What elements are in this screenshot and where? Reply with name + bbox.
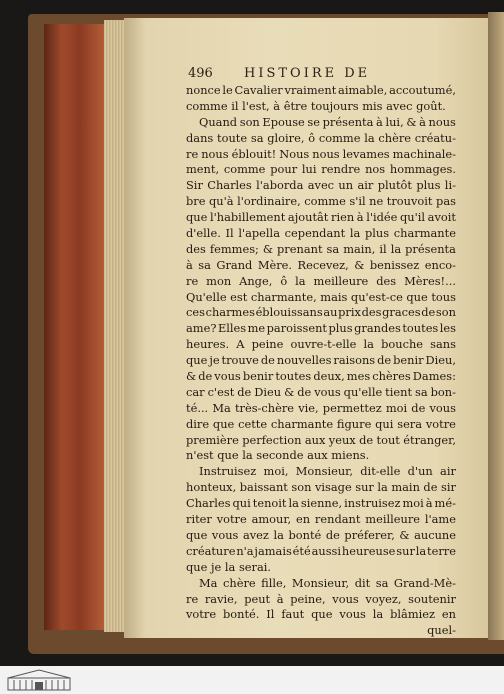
library-building-logo-icon [6,668,72,692]
text-line: honteux, baissant son visage sur la main de sir [186,480,456,495]
text-line: à sa Grand Mère. Recevez, & benissez enco- [186,257,456,272]
text-line: dans toute sa gloire, ô comme la chère créatu- [186,130,456,145]
red-page-edge [44,24,104,630]
text-line: que je trouve de nouvelles raisons de benir Dieu, [186,353,456,368]
text-line: re mon Ange, ô la meilleure des Mères!... [186,273,456,288]
text-line: Ma chère fille, Monsieur, dit sa Grand-Mè- [199,575,456,590]
right-page-edge [488,12,504,640]
text-line: n'est que la seconde aux miens. [186,448,370,463]
viewer-footer [0,666,504,694]
text-line: quel- [427,623,456,638]
text-line: Qu'elle est charmante, mais qu'est-ce que tous [186,289,456,304]
text-line: riter votre amour, en rendant meilleure l'ame [186,512,456,527]
text-line: re ravie, peut à peine, vous voyez, soutenir [186,591,456,606]
running-title: HISTOIRE DE [244,66,371,81]
text-line: heures. A peine ouvre-t-elle la bouche sans [186,337,456,352]
text-line: bre qu'à l'ordinaire, comme s'il ne trouvoit pas [186,194,456,209]
text-line: ces charmes éblouissans au prix des graces de son [186,305,456,320]
text-line: Instruisez moi, Monsieur, dit-elle d'un air [199,464,456,479]
text-line: comme il l'est, à être toujours mis avec goût. [186,98,446,113]
text-line: créature n'a jamais été aussi heureuse sur la terre [186,543,456,558]
text-line: nonce le Cavalier vraiment aimable, accoutumé, [186,83,456,97]
text-line: & de vous benir toutes deux, mes chères Dames: [186,369,456,384]
text-line: que vous avez la bonté de préferer, & aucune [186,527,456,542]
text-line: té... Ma très-chère vie, permettez moi de vous [186,400,456,415]
page-number: 496 [188,66,213,81]
text-line: ame? Elles me paroissent plus grandes toutes les [186,321,456,336]
text-line: que je la serai. [186,559,272,574]
text-line: votre bonté. Il faut que vous la blâmiez en [186,607,456,622]
text-line: que l'habillement ajoutât rien à l'idée qu'il avoit [186,210,456,225]
text-line: première perfection aux yeux de tout étranger, [186,432,456,447]
text-line: Sir Charles l'aborda avec un air plutôt plus li- [186,178,456,193]
body-text [186,83,456,639]
text-line: dire que cette charmante figure qui sera votre [186,416,456,431]
text-line: ment, comme pour lui rendre nos hommages. [186,162,456,177]
text-line: Quand son Epouse se présenta à lui, & à nous [199,114,456,129]
text-line: d'elle. Il l'apella cependant la plus charmante [186,226,456,241]
text-line: re nous éblouit! Nous nous levames machinale- [186,146,456,161]
text-line: Charles qui tenoit la sienne, instruisez moi à mé- [186,496,456,511]
running-header [188,66,458,84]
text-line: des femmes; & prenant sa main, il la présenta [186,241,456,256]
page-block-edge [104,20,126,632]
text-line: car c'est de Dieu & de vous qu'elle tient sa bon- [186,384,456,399]
